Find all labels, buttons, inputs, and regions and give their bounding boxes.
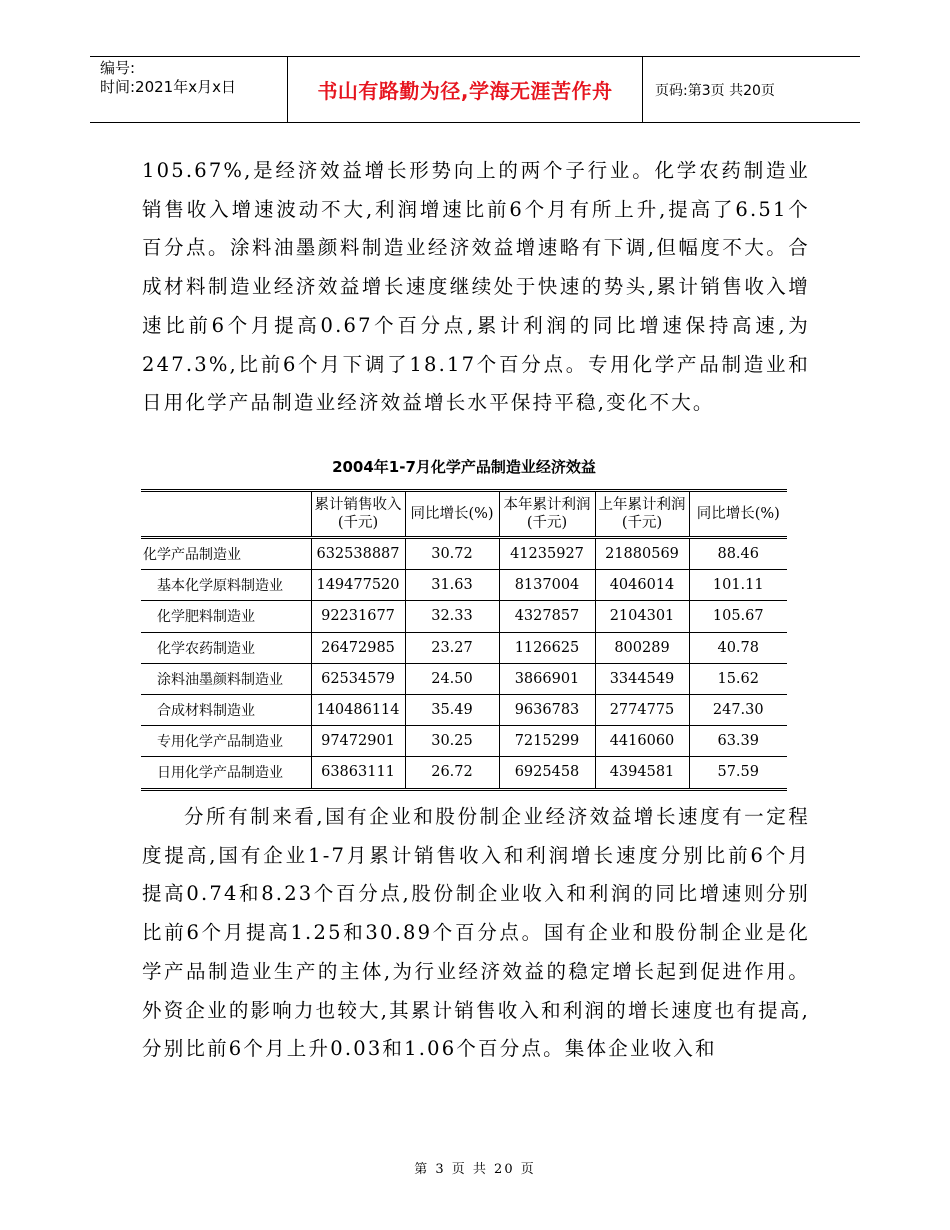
profit-growth-value: 105.67 xyxy=(689,601,787,632)
table-header-row xyxy=(141,491,787,538)
profit-last-year-value: 4394581 xyxy=(595,757,689,789)
table-row xyxy=(141,726,787,757)
profit-this-year-value: 8137004 xyxy=(499,570,595,601)
column-header-sales: 累计销售收入(千元) xyxy=(311,491,405,538)
profit-growth-value: 63.39 xyxy=(689,726,787,757)
profit-last-year-value: 4416060 xyxy=(595,726,689,757)
profit-this-year-value: 4327857 xyxy=(499,601,595,632)
profit-this-year-value: 41235927 xyxy=(499,538,595,570)
sales-growth-value: 23.27 xyxy=(405,632,499,663)
industry-name: 基本化学原料制造业 xyxy=(141,570,311,601)
profit-growth-value: 247.30 xyxy=(689,694,787,725)
table-row xyxy=(141,601,787,632)
profit-this-year-value: 7215299 xyxy=(499,726,595,757)
profit-this-year-value: 6925458 xyxy=(499,757,595,789)
industry-name: 日用化学产品制造业 xyxy=(141,757,311,789)
sales-growth-value: 30.25 xyxy=(405,726,499,757)
table-row xyxy=(141,663,787,694)
header-meta xyxy=(90,57,287,122)
sales-growth-value: 35.49 xyxy=(405,694,499,725)
sales-value: 62534579 xyxy=(311,663,405,694)
sales-value: 26472985 xyxy=(311,632,405,663)
industry-name: 涂料油墨颜料制造业 xyxy=(141,663,311,694)
profit-growth-value: 57.59 xyxy=(689,757,787,789)
column-header-sales-growth: 同比增长(%) xyxy=(405,491,499,538)
column-header-profit-growth: 同比增长(%) xyxy=(689,491,787,538)
profit-last-year-value: 21880569 xyxy=(595,538,689,570)
profit-last-year-value: 2774775 xyxy=(595,694,689,725)
profit-last-year-value: 3344549 xyxy=(595,663,689,694)
column-header-profit-last-year: 上年累计利润(千元) xyxy=(595,491,689,538)
profit-this-year-value: 1126625 xyxy=(499,632,595,663)
table-row xyxy=(141,757,787,789)
sales-growth-value: 26.72 xyxy=(405,757,499,789)
body-paragraph-2: 分所有制来看,国有企业和股份制企业经济效益增长速度有一定程度提高,国有企业1-7月累计销售收入和利润增长速度分别比前6个月提高0.74和8.23个百分点,股份制企业收入和利润的同比增速则分别比前6个月提高1.25和30.89个百分点。国有企业和股份制企业是化学产品制造业生产的主体,为行业经济效益的稳定增长起到促进作用。外资企业的影响力也较大,其累计销售收入和利润的增长速度也有提高,分别比前6个月上升0.03和1.06个百分点。集体企业收入和 xyxy=(142,805,810,1061)
industry-name: 化学农药制造业 xyxy=(141,632,311,663)
sales-growth-value: 31.63 xyxy=(405,570,499,601)
header-motto: 书山有路勤为径,学海无涯苦作舟 xyxy=(287,57,643,122)
column-header-profit-this-year: 本年累计利润(千元) xyxy=(499,491,595,538)
profit-growth-value: 40.78 xyxy=(689,632,787,663)
sales-value: 140486114 xyxy=(311,694,405,725)
page-header xyxy=(90,56,860,123)
page-footer: 第 3 页 共 20 页 xyxy=(414,1162,536,1177)
header-page-number: 页码:第3页 共20页 xyxy=(655,82,775,99)
sales-value: 92231677 xyxy=(311,601,405,632)
sales-growth-value: 30.72 xyxy=(405,538,499,570)
sales-growth-value: 32.33 xyxy=(405,601,499,632)
industry-name: 化学产品制造业 xyxy=(143,547,241,564)
table-row xyxy=(141,632,787,663)
profit-growth-value: 15.62 xyxy=(689,663,787,694)
body-paragraph-1: 105.67%,是经济效益增长形势向上的两个子行业。化学农药制造业销售收入增速波动不大,利润增速比前6个月有所上升,提高了6.51个百分点。涂料油墨颜料制造业经济效益增速略有下调,但幅度不大。合成材料制造业经济效益增长速度继续处于快速的势头,累计销售收入增速比前6个月提高0.67个百分点,累计利润的同比增速保持高速,为247.3%,比前6个月下调了18.17个百分点。专用化学产品制造业和日用化学产品制造业经济效益增长水平保持平稳,变化不大。 xyxy=(142,159,810,415)
table-row xyxy=(141,570,787,601)
table-row xyxy=(141,694,787,725)
sales-value: 632538887 xyxy=(311,538,405,570)
industry-name: 化学肥料制造业 xyxy=(141,601,311,632)
profit-last-year-value: 4046014 xyxy=(595,570,689,601)
profit-last-year-value: 800289 xyxy=(595,632,689,663)
profit-growth-value: 101.11 xyxy=(689,570,787,601)
economic-benefit-table xyxy=(141,489,787,791)
industry-name: 专用化学产品制造业 xyxy=(141,726,311,757)
profit-this-year-value: 9636783 xyxy=(499,694,595,725)
sales-value: 149477520 xyxy=(311,570,405,601)
sales-growth-value: 24.50 xyxy=(405,663,499,694)
profit-this-year-value: 3866901 xyxy=(499,663,595,694)
profit-growth-value: 88.46 xyxy=(689,538,787,570)
table-row xyxy=(141,538,787,570)
document-time-label: 时间:2021年x月x日 xyxy=(100,78,236,96)
table-title: 2004年1-7月化学产品制造业经济效益 xyxy=(332,458,596,476)
profit-last-year-value: 2104301 xyxy=(595,601,689,632)
industry-name: 合成材料制造业 xyxy=(141,694,311,725)
sales-value: 97472901 xyxy=(311,726,405,757)
column-header-industry xyxy=(141,491,311,538)
document-number-label: 编号: xyxy=(100,59,136,77)
sales-value: 63863111 xyxy=(311,757,405,789)
